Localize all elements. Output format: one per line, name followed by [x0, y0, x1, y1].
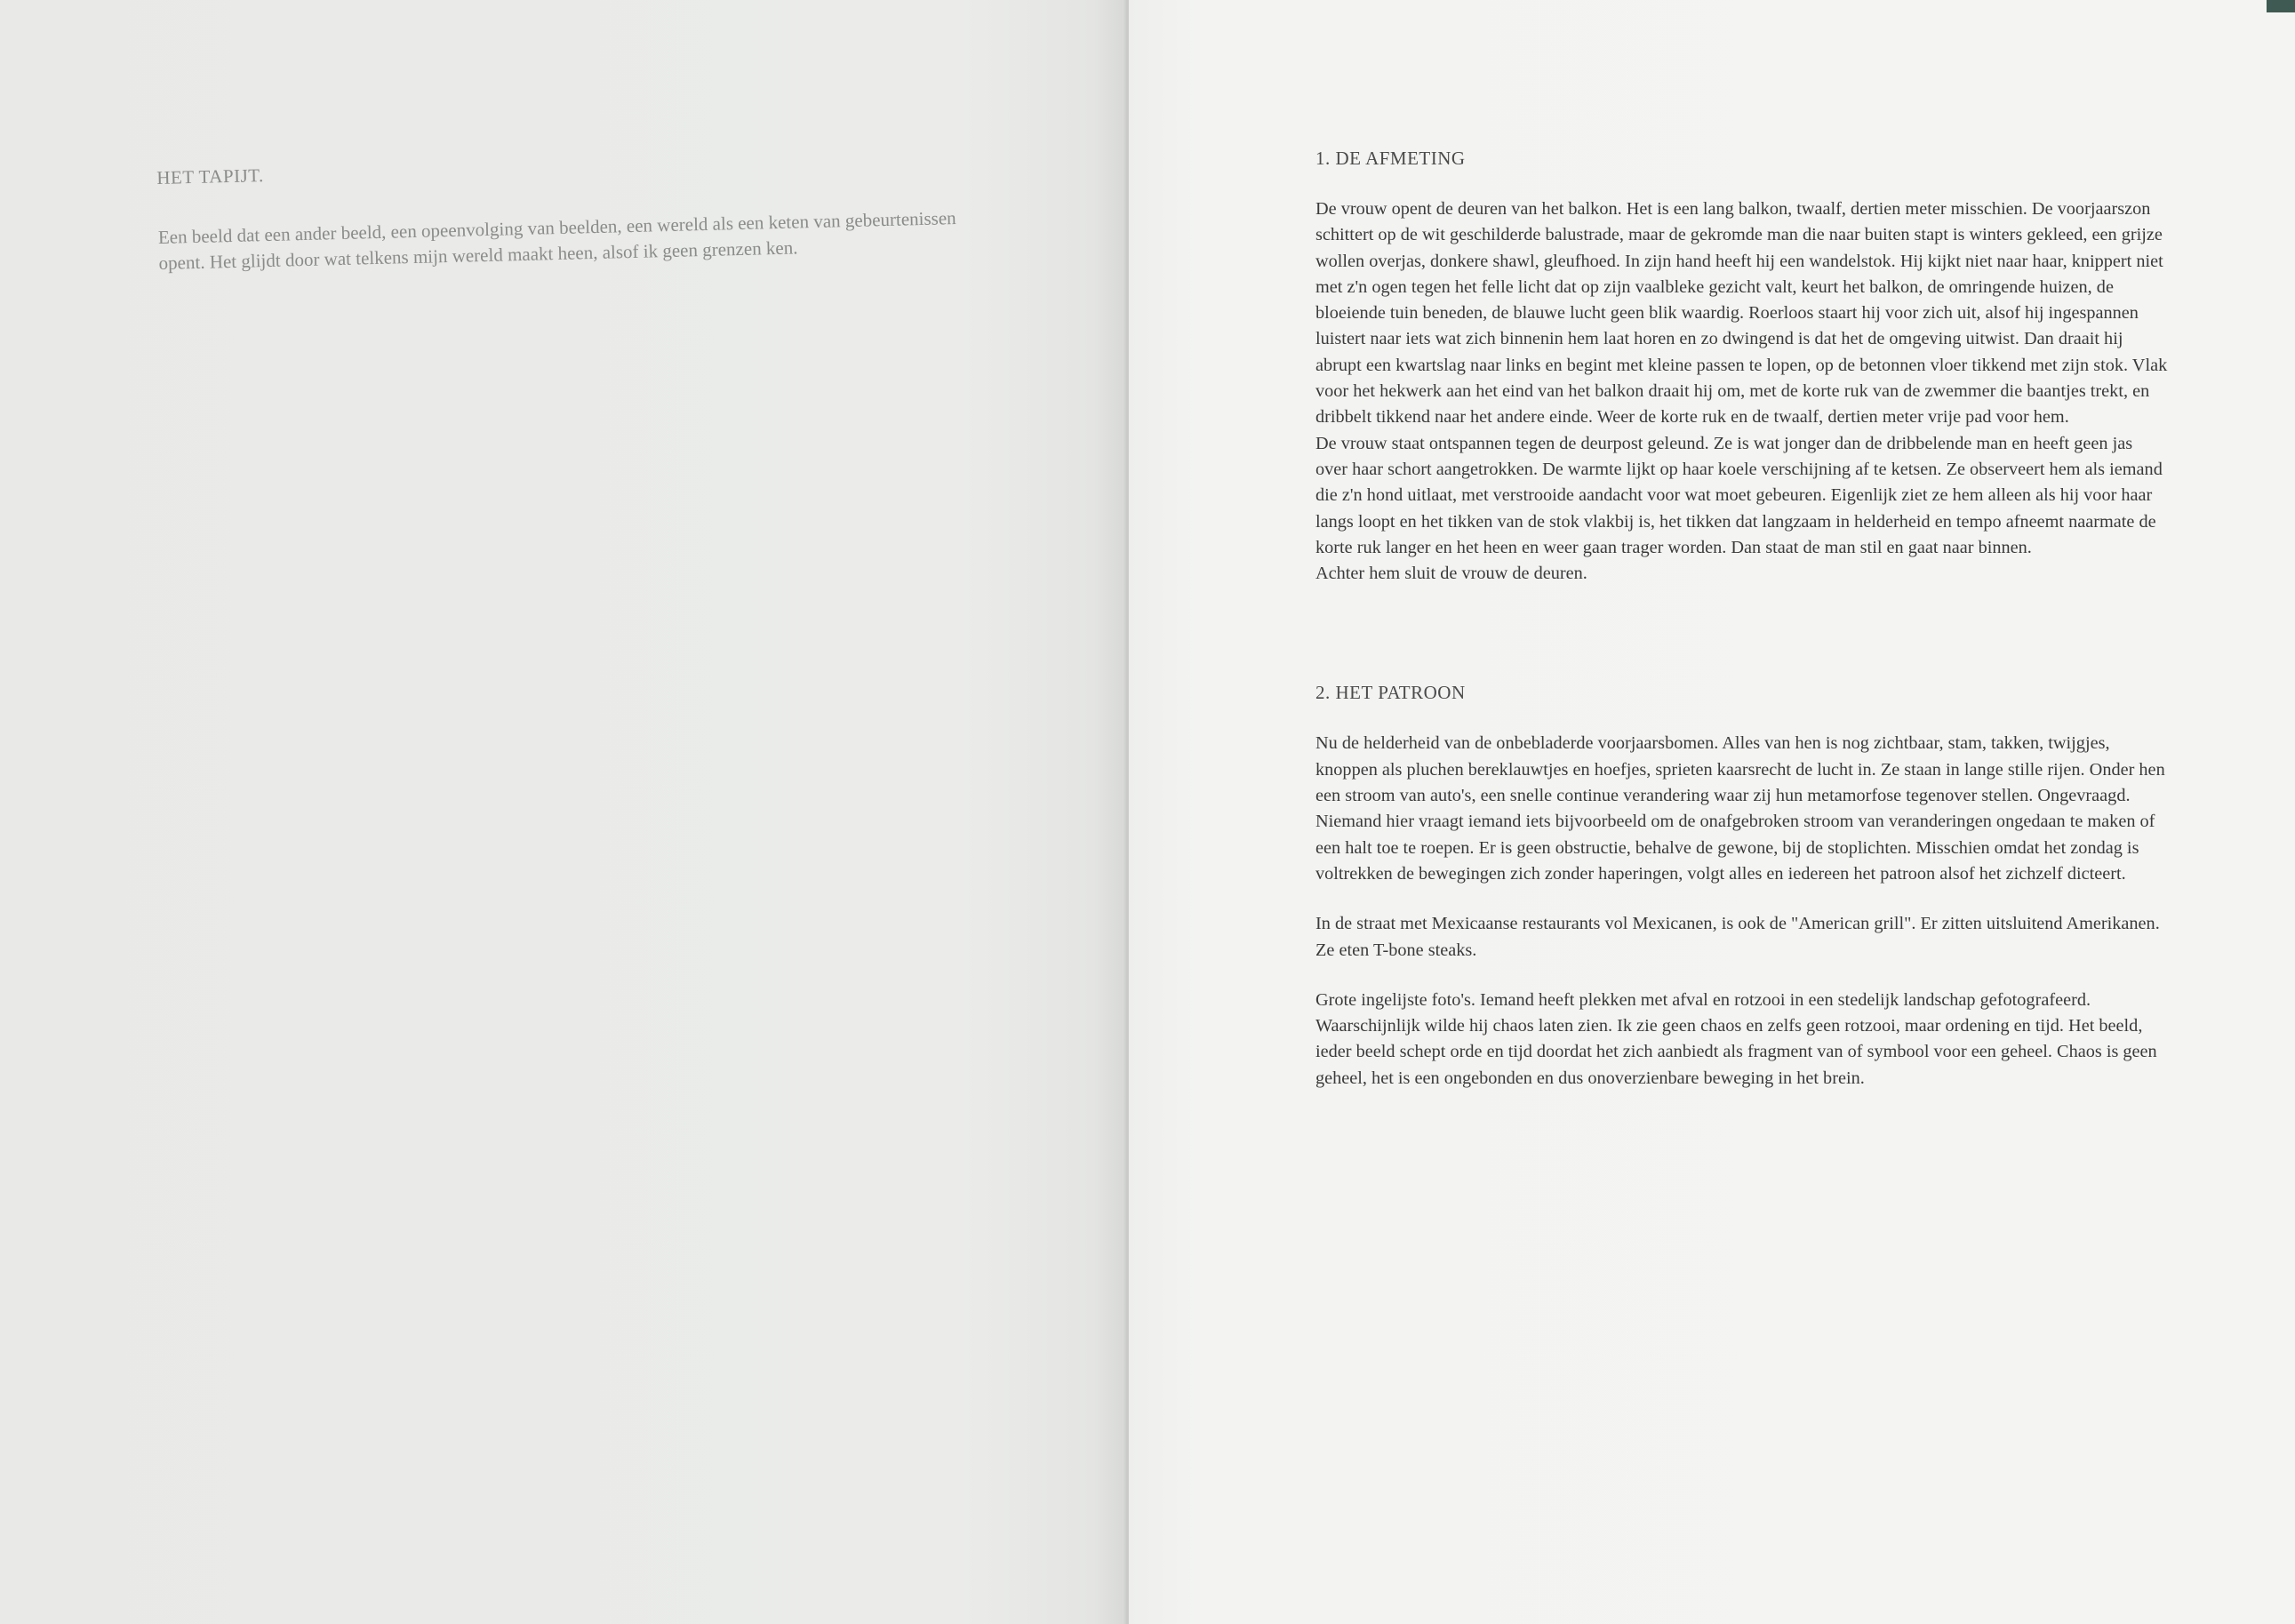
- section-het-patroon: [1315, 682, 2169, 1092]
- section-paragraph: De vrouw opent de deuren van het balkon. Het is een lang balkon, twaalf, dertien meter misschien. De voorjaarszon schittert op de wit geschilderde balustrade, maar de gekromde man die naar buiten stapt is winters gekleed, een grijze wollen overjas, donkere shawl, gleufhoed. In zijn hand heeft hij een wandelstok. Hij kijkt niet naar haar, knippert niet met z'n ogen tegen het felle licht dat op zijn vaalbleke gezicht valt, keurt het balkon, de omringende huizen, de bloeiende tuin beneden, de blauwe lucht geen blik waardig. Roerloos staart hij voor zich uit, alsof hij ingespannen luistert naar iets wat zich binnenin hem laat horen en zo dwingend is dat het de omgeving uitwist. Dan draait hij abrupt een kwartslag naar links en begint met kleine passen te lopen, op de betonnen vloer tikkend met zijn stok. Vlak voor het hekwerk aan het eind van het balkon draait hij om, met de korte ruk van de zwemmer die baantjes trekt, en dribbelt tikkend naar het andere einde. Weer de korte ruk en de twaalf, dertien meter vrije pad voor hem.: [1315, 199, 2168, 428]
- section-title: 1. DE AFMETING: [1315, 148, 1466, 169]
- section-paragraph: Grote ingelijste foto's. Iemand heeft plekken met afval en rotzooi in een stedelijk landschap gefotografeerd. Waarschijnlijk wilde hij chaos laten zien. Ik zie geen chaos en zelfs geen rotzooi, maar ordening en tijd. Het beeld, ieder beeld schept orde en tijd doordat het zich aanbiedt als fragment van of symbool voor een geheel. Chaos is geen geheel, het is een ongebonden en dus onoverzienbare beweging in het brein.: [1315, 989, 2157, 1088]
- left-page-content: [156, 148, 977, 276]
- section-title: 2. HET PATROON: [1315, 682, 1466, 704]
- section-de-afmeting: [1315, 148, 2169, 587]
- left-page-paragraph: Een beeld dat een ander beeld, een opeenvolging van beelden, een wereld als een keten van gebeurtenissen opent. Het glijdt door wat telkens mijn wereld maakt heen, alsof ik geen grenzen ken.: [157, 207, 956, 274]
- right-page-content: [1315, 148, 2169, 1092]
- section-paragraph: In de straat met Mexicaanse restaurants vol Mexicanen, is ook de "American grill". Er zitten uitsluitend Amerikanen. Ze eten T-bone steaks.: [1315, 914, 2160, 960]
- right-page: [1129, 0, 2295, 1624]
- corner-tab: [2267, 0, 2295, 12]
- left-page: [0, 0, 1127, 1624]
- section-paragraph: Nu de helderheid van de onbebladerde voorjaarsbomen. Alles van hen is nog zichtbaar, stam, takken, twijgjes, knoppen als pluchen bereklauwtjes en hoefjes, sprieten kaarsrecht de lucht in. Ze staan in lange stille rijen. Onder hen een stroom van auto's, een snelle continue verandering waar zij hun metamorfose tegenover stellen. Ongevraagd. Niemand hier vraagt iemand iets bijvoorbeeld om de onafgebroken stroom van veranderingen ongedaan te maken of een halt toe te roepen. Er is geen obstructie, behalve de gewone, bij de stoplichten. Misschien omdat het zondag is voltrekken de bewegingen zich zonder haperingen, volgt alles en iedereen het patroon alsof het zichzelf dicteert.: [1315, 733, 2165, 884]
- section-paragraph: De vrouw staat ontspannen tegen de deurpost geleund. Ze is wat jonger dan de dribbelende man en heeft geen jas over haar schort aangetrokken. De warmte lijkt op haar koele verschijning af te ketsen. Ze observeert hem als iemand die z'n hond uitlaat, met verstrooide aandacht voor wat moet gebeuren. Eigenlijk ziet ze hem alleen als hij voor haar langs loopt en het tikken van de stok vlakbij is, het tikken dat langzaam in helderheid en tempo afneemt naarmate de korte ruk langer en het heen en weer gaan trager worden. Dan staat de man stil en gaat naar binnen.: [1315, 433, 2163, 557]
- left-page-title: HET TAPIJT.: [156, 164, 265, 188]
- section-paragraph: Achter hem sluit de vrouw de deuren.: [1315, 564, 1587, 584]
